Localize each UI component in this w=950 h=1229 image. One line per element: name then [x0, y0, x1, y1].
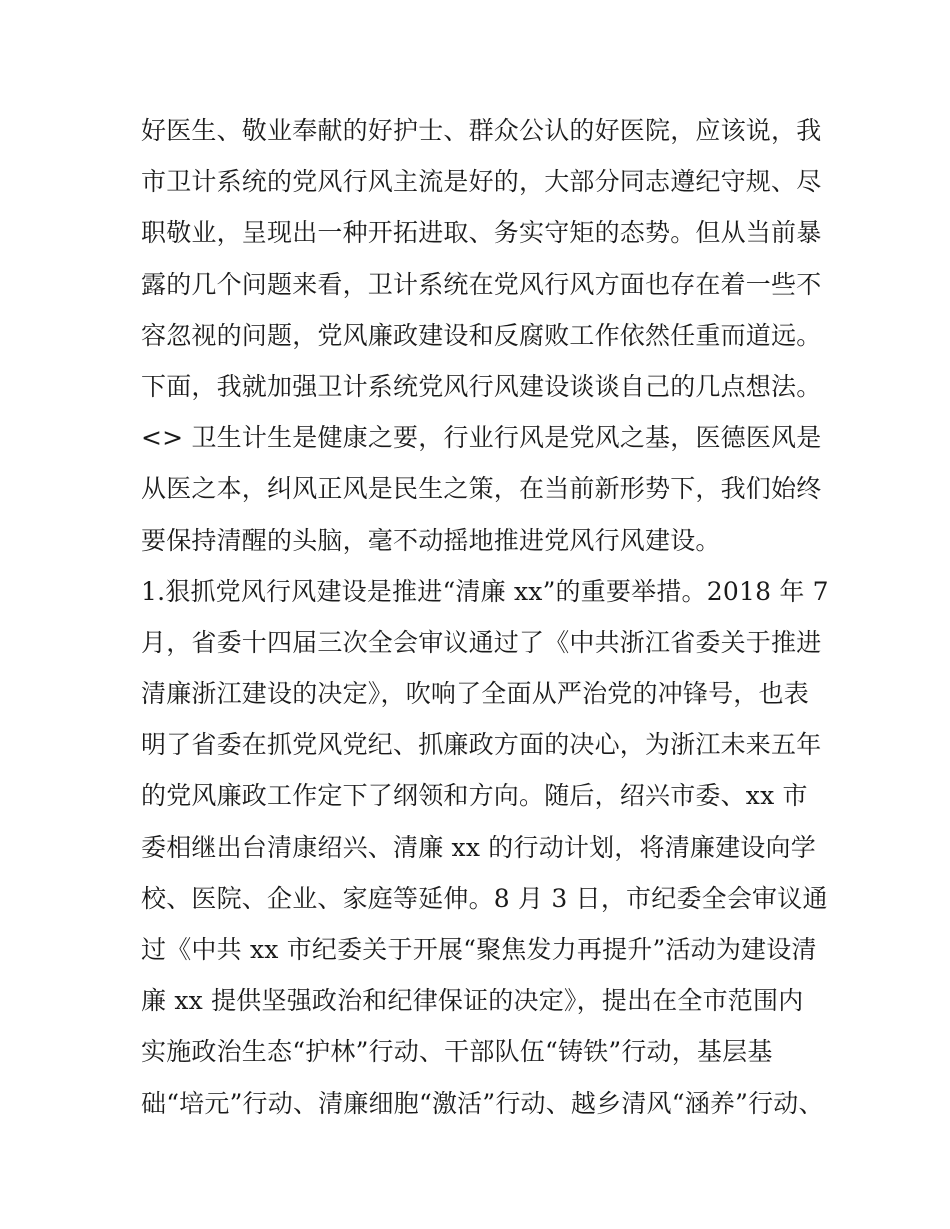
text-line: 委相继出台清康绍兴、清廉 xx 的行动计划，将清廉建设向学	[141, 832, 816, 862]
text-line: 市卫计系统的党风行风主流是好的，大部分同志遵纪守规、尽	[141, 167, 822, 197]
text-line: 1.狠抓党风行风建设是推进“清廉 xx”的重要举措。2018 年 7	[141, 576, 829, 606]
text-line: 过《中共 xx 市纪委关于开展“聚焦发力再提升”活动为建设清	[141, 935, 817, 964]
text-line: 从医之本，纠风正风是民生之策，在当前新形势下，我们始终	[141, 474, 822, 504]
text-line: 职敬业，呈现出一种开拓进取、务实守矩的态势。但从当前暴	[141, 218, 822, 248]
text-line: 要保持清醒的头脑，毫不动摇地推进党风行风建设。	[141, 525, 721, 555]
text-line: 的党风廉政工作定下了纲领和方向。随后，绍兴市委、xx 市	[141, 781, 808, 811]
text-line: 下面，我就加强卫计系统党风行风建设谈谈自己的几点想法。	[141, 371, 822, 401]
text-line: 露的几个问题来看，卫计系统在党风行风方面也存在着一些不	[141, 269, 822, 299]
body-text	[141, 112, 831, 1136]
text-line: <> 卫生计生是健康之要，行业行风是党风之基，医德医风是	[141, 423, 822, 453]
text-line: 实施政治生态“护林”行动、干部队伍“铸铁”行动，基层基	[141, 1037, 773, 1067]
text-line: 础“培元”行动、清廉细胞“激活”行动、越乡清风“涵养”行动、	[141, 1088, 824, 1118]
text-line: 好医生、敬业奉献的好护士、群众公认的好医院，应该说，我	[141, 116, 822, 145]
text-line: 廉 xx 提供坚强政治和纪律保证的决定》，提出在全市范围内	[141, 986, 804, 1016]
text-line: 容忽视的问题，党风廉政建设和反腐败工作依然任重而道远。	[141, 320, 822, 350]
text-line: 校、医院、企业、家庭等延伸。8 月 3 日，市纪委全会审议通	[141, 883, 828, 913]
text-line: 明了省委在抓党风党纪、抓廉政方面的决心，为浙江未来五年	[141, 730, 822, 760]
text-line: 月，省委十四届三次全会审议通过了《中共浙江省委关于推进	[141, 627, 822, 657]
text-line: 清廉浙江建设的决定》，吹响了全面从严治党的冲锋号，也表	[141, 679, 809, 709]
